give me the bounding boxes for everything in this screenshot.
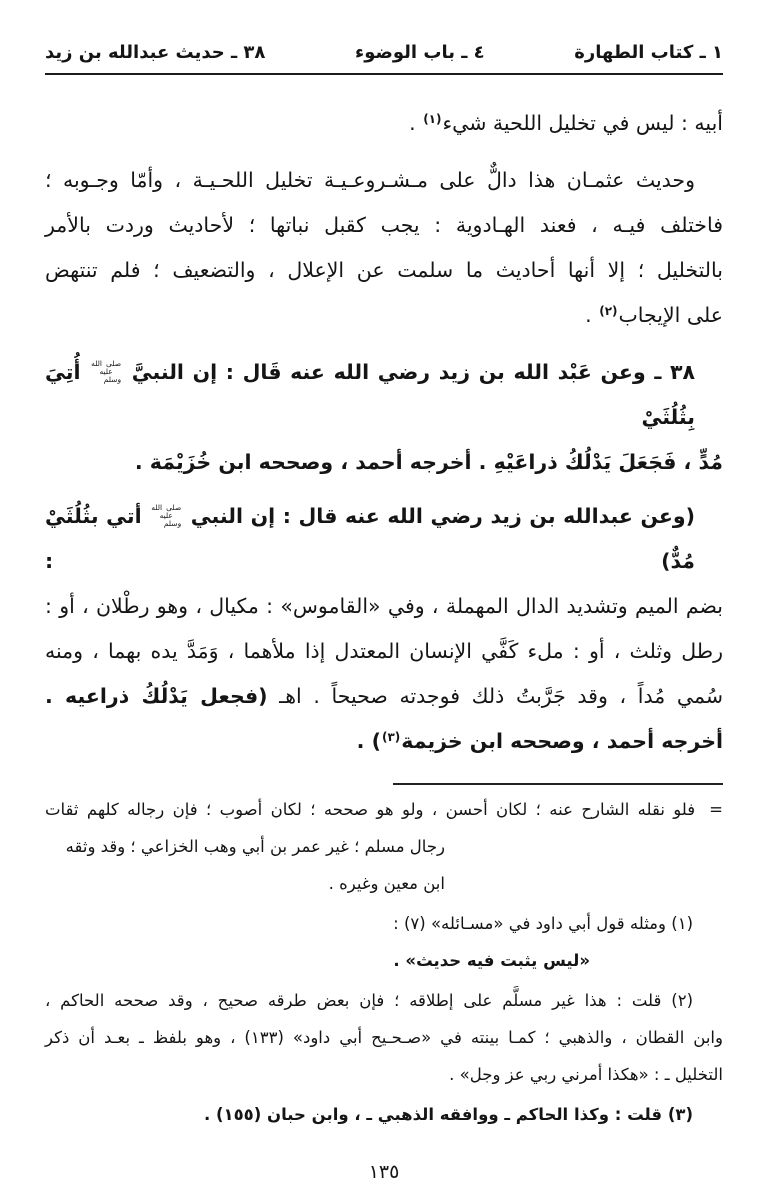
page-number: ١٣٥ [368, 1161, 400, 1183]
hadith-text: ٣٨ ـ وعن عَبْد الله بن زيد رضي الله عنه قَال : إن النبيَّ [123, 360, 695, 384]
hadith-line: مُدٍّ ، فَجَعَلَ يَدْلُكُ ذراعَيْهِ . أخرجه أحمد ، وصححه ابن خُزَيْمَة . [134, 450, 723, 474]
pbuh-top: صلى الله [91, 359, 122, 368]
hadith-line [45, 350, 723, 440]
paragraph-line: فاختلف فيـه ، فعند الهـادوية : يجب كقبل نباتها ؛ لأحاديث وردت بالأمر [45, 213, 723, 237]
body-text: على الإيجاب [618, 303, 723, 327]
footnote-text: فلو نقله الشارح عنه ؛ لكان أحسن ، ولو هو صححه ؛ لكان أصوب ؛ فإن رجاله كلهم ثقات [45, 800, 696, 819]
commentary-quote: (فجعل يَدْلُكُ ذراعيه . [45, 684, 268, 708]
body-text: . [585, 303, 599, 327]
paragraph-line: بالتخليل ؛ إلا أنها أحاديث ما سلمت عن الإعلال ، والتضعيف ؛ فلم تنتهض [45, 258, 723, 282]
commentary-quote: أخرجه أحمد ، وصححه ابن خزيمة [401, 729, 723, 753]
commentary-line: بضم الميم وتشديد الدال المهملة ، وفي «القاموس» : مكيال ، وهو رطْلان ، أو : [45, 594, 723, 618]
commentary-quote: (وعن عبدالله بن زيد رضي الله عنه قال : إن النبي [183, 504, 696, 528]
footnote-continuation-line [45, 791, 723, 828]
pbuh-symbol [151, 504, 181, 528]
pbuh-top: صلى الله [151, 503, 182, 512]
continuation-marker: = [709, 800, 723, 819]
main-text [45, 101, 723, 767]
footnote-2-line: وابن القطان ، والذهبي ؛ كمـا بينته في «صـحـيح أبي داود» (١٣٣) ، وهو بلفظ ـ بعـد أن ذكر [45, 1028, 723, 1047]
hadith-text: أُتِيَ بِثُلُثَيْ [45, 360, 695, 429]
footnote-continuation-line: رجال مسلم ؛ غير عمر بن أبي وهب الخزاعي ؛ وقد وثقه ابن معين وغيره . [65, 837, 445, 893]
pbuh-symbol [91, 360, 121, 384]
pbuh-bottom: عليه وسلم [159, 511, 182, 528]
footnote-3-line: (٣) قلت : وكذا الحاكم ـ ووافقه الذهبي ـ ، وابن حبان (١٥٥) . [203, 1105, 693, 1124]
commentary-line: رطل وثلث ، أو : ملء كَفَّي الإنسان المعتدل إذا ملأهما ، وَمَدَّ يده بهما ، ومنه [45, 639, 723, 663]
footnote-1-quote: «ليس يثبت فيه حديث» . [393, 951, 590, 970]
commentary-line [45, 494, 723, 584]
footnote-1-line: (١) ومثله قول أبي داود في «مسـائله» (٧) : [393, 914, 693, 933]
footnote-separator [393, 783, 723, 785]
header-chapter-title: ٤ ـ باب الوضوء [355, 42, 485, 63]
commentary-line [45, 719, 723, 767]
header-book-title: ١ ـ كتاب الطهارة [574, 42, 723, 63]
header-rule [45, 73, 723, 75]
footnote-marker-1: (١) [423, 112, 442, 126]
body-text: أبيه : ليس في تخليل اللحية شيء [442, 111, 723, 135]
pbuh-bottom: عليه وسلم [99, 367, 122, 384]
header-hadith-ref: ٣٨ ـ حديث عبدالله بن زيد [45, 42, 266, 63]
paragraph-line: وحديث عثمـان هذا دالٌّ على مـشـروعـيـة تخليل اللحـيـة ، وأمّا وجـوبه ؛ [45, 168, 695, 192]
commentary-line [45, 674, 723, 719]
page-header [45, 40, 723, 66]
commentary-quote: أتي بثُلُثَيْ مُدٌّ) : [45, 504, 695, 573]
commentary-text: سُمي مُداً ، وقد جَرَّبتُ ذلك فوجدته صحيحاً . اهـ [267, 684, 723, 708]
footnote-marker-2: (٢) [599, 304, 618, 318]
body-line-continuation [45, 101, 723, 149]
footnotes-block [45, 791, 723, 1133]
footnote-2-line: التخليل ـ : «هكذا أمرني ربي عز وجل» . [449, 1065, 723, 1084]
paragraph-line [45, 293, 723, 341]
commentary-quote: ) . [356, 729, 381, 753]
footnote-2-line: (٢) قلت : هذا غير مسلَّم على إطلاقه ؛ فإن بعض طرقه صحيح ، وقد صححه الحاكم ، [45, 991, 693, 1010]
footnote-marker-3: (٣) [381, 730, 401, 744]
body-text: . [409, 111, 423, 135]
